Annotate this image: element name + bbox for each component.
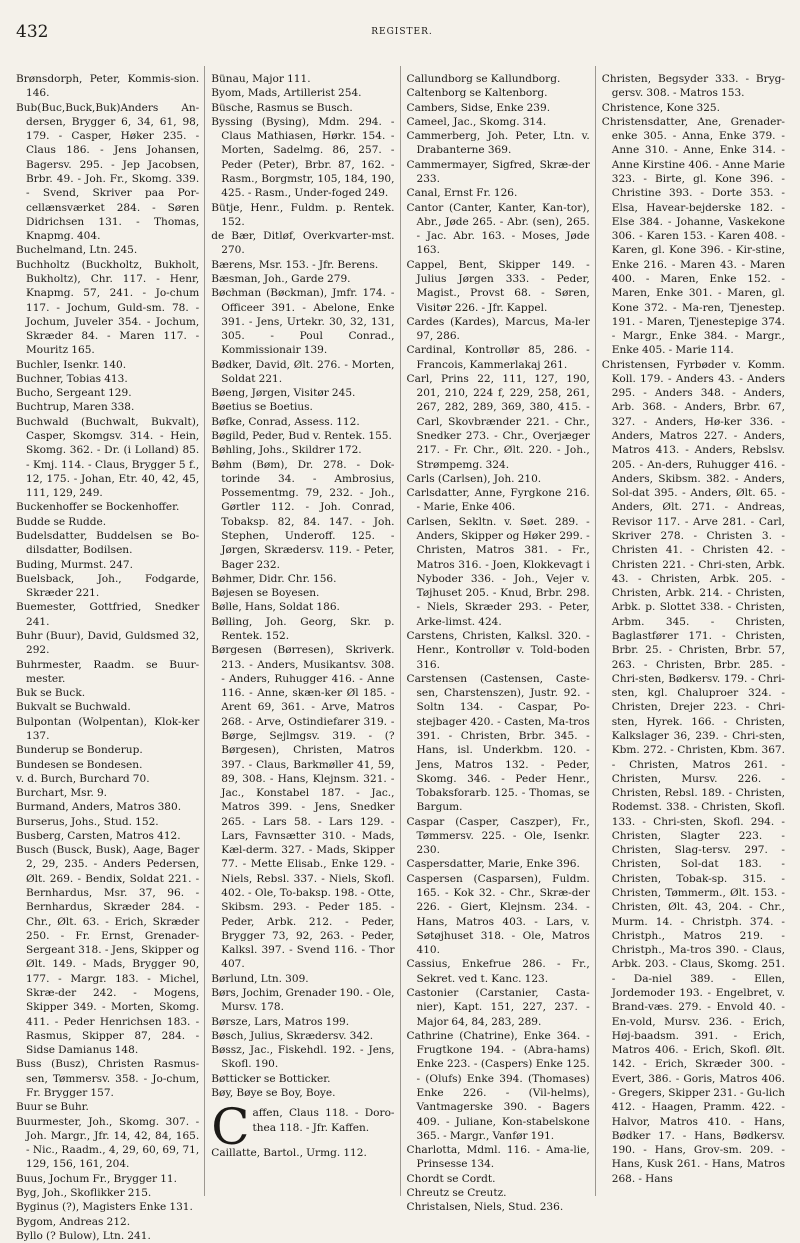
index-entry: Buchtrup, Maren 338.: [16, 401, 135, 414]
index-entry: Christensen, Fyrbøder v. Komm. Koll. 179. - Anders 43. - Anders 295. - Anders 348. - Anders, Arb. 368. - Anders, Brbr. 67, 327. - Anders, Hø-ker 336. - Anders, Matros 227. - Anders, Matros 413. - Anders, Rebslsv. 205. - An-ders, Ruhugger 416. - Anders, Skibsm. 382. - Anders, Sol-dat 395. - Anders, Ølt. 65. - Anders, Ølt. 271. - Andreas, Revisor 117. - Arve 281. - Carl, Skriver 278. - Christen 3. - Christen 41. - Christen 42. - Christen 221. - Chri-sten, Arbk. 43. - Christen, Arbk. 205. - Christen, Arbk. 214. - Christen, Arbk. p. Slottet 338. - Christen, Arbm. 345. - Christen, Baglastfører 171. - Christen, Brbr. 25. - Christen, Brbr. 57, 263. - Christen, Brbr. 285. - Chri-sten, Bødkersv. 179. - Chri-sten, kgl. Chaluproer 324. - Christen, Drejer 223. - Chri-sten, Hyrek. 166. - Christen, Kalkslager 36, 239. - Chri-sten, Kbm. 272. - Christen, Kbm. 367. - Christen, Matros 261. - Christen, Mursv. 226. - Christen, Rebsl. 189. - Christen, Rodemst. 338. - Christen, Skofl. 133. - Chri-sten, Skofl. 294. - Christen, Slagter 223. - Christen, Slag-tersv. 297. - Christen, Sol-dat 183. - Christen, Tobak-sp. 315. - Christen, Tømmerm., Ølt. 153. - Christen, Ølt. 43, 204. - Chr., Murm. 14. - Christph. 374. - Christph., Matros 219. - Christph., Ma-tros 390. - Claus, Arbk. 203. - Claus, Skomg. 251. - Da-niel 389. - Ellen, Jordemoder 193. - Engelbret, v. Brand-væs. 279. - Envold 40. - En-vold, Mursv. 236. - Erich, Høj-baadsm. 391. - Erich, Matros 406. - Erich, Skofl. Ølt. 142. - Erich, Skræder 300. - Evert, 386. - Goris, Matros 406. - Gregers, Skipper 231. - Gu-lich 412. - Haagen, Pramm. 422. - Halvor, Matros 410. - Hans, Bødker 17. - Hans, Bødkersv. 190. - Hans, Grov-sm. 209. - Hans, Kusk 261. - Hans, Matros 268. - Hans: [601, 358, 785, 1185]
index-entry: Budelsdatter, Buddelsen se Bo-dilsdatter, Bodilsen.: [16, 530, 200, 557]
index-entry: Bütje, Henr., Fuldm. p. Rentek. 152.: [211, 201, 395, 228]
index-entry: Cambers, Sidse, Enke 239.: [406, 101, 551, 114]
index-entry: Buelsback, Joh., Fodgarde, Skræder 221.: [16, 572, 200, 600]
index-entry: Bølling, Joh. Georg, Skr. p. Rentek. 152.: [211, 615, 395, 642]
dropcap-letter: C: [211, 1098, 250, 1157]
index-entry: Buk se Buck.: [16, 687, 86, 700]
index-entry: Bøetius se Boetius.: [211, 401, 313, 414]
index-entry: Caltenborg se Kaltenborg.: [406, 87, 548, 100]
index-entry: Buhrmester, Raadm. se Buur-mester.: [16, 658, 200, 685]
index-entry: Bøssz, Jac., Fiskehdl. 192. - Jens, Skofl. 190.: [211, 1044, 395, 1071]
index-entry: Cameel, Jac., Skomg. 314.: [406, 115, 547, 128]
index-entry: Charlotta, Mdml. 116. - Ama-lie, Prinsesse 134.: [406, 1144, 590, 1171]
index-entry: Cantor (Canter, Kanter, Kan-tor), Abr., Jøde 265. - Abr. (sen), 265. - Jac. Abr. 163. - Moses, Jøde 163.: [406, 201, 590, 257]
index-entry: Bygom, Andreas 212.: [16, 1215, 131, 1228]
index-entry: Bærens, Msr. 153. - Jfr. Berens.: [211, 258, 379, 271]
index-entry: Buchelmand, Ltn. 245.: [16, 244, 138, 257]
index-entry: Bünau, Major 111.: [211, 73, 311, 85]
index-entry: affen, Claus 118. - Doro-thea 118. - Jfr. Kaffen.: [252, 1107, 395, 1134]
index-entry: Carstensen (Castensen, Caste-sen, Charstenszen), Justr. 92. - Soltn 134. - Caspar, Po-stejbager 420. - Casten, Ma-tros 391. - Christen, Brbr. 345. - Hans, isl. Underkbm. 120. - Jens, Matros 132. - Peder, Skomg. 346. - Peder Henr., Tobaksforarb. 125. - Thomas, se Bargum.: [406, 672, 590, 814]
index-entry: Buchwald (Buchwalt, Bukvalt), Casper, Skomgsv. 314. - Hein, Skomg. 362. - Dr. (i Lolland) 85. - Kmj. 114. - Claus, Brygger 5 f., 12, 175. - Johan, Etr. 40, 42, 45, 111, 129, 249.: [16, 415, 200, 500]
index-entry: Bulpontan (Wolpentan), Klok-ker 137.: [16, 715, 200, 742]
index-entry: Burserus, Johs., Stud. 152.: [16, 815, 159, 828]
index-entry: Castonier (Carstanier, Casta-nier), Kapt. 151, 227, 237. - Major 64, 84, 283, 289.: [406, 987, 590, 1028]
index-entry: Byginus (?), Magisters Enke 131.: [16, 1201, 193, 1214]
index-entry: Christensdatter, Ane, Grenader-enke 305. - Anna, Enke 379. - Anne 310. - Anne, Enke 314. - Anne Kirstine 406. - Anne Marie 323. - Birte, gl. Kone 396. - Christine 393. - Dorte 353. - Elsa, Havear-bejderske 182. - Else 384. - Johanne, Vaskekone 306. - Karen 153. - Karen 408. - Karen, gl. Kone 396. - Kir-stine, Enke 216. - Maren 43. - Maren 400. - Maren, Enke 152. - Maren, Enke 301. - Maren, gl. Kone 372. - Ma-ren, Tjenestep. 191. - Maren, Tjenestepige 374. - Margr., Enke 384. - Margr., Enke 405. - Marie 114.: [601, 115, 785, 357]
index-entry: Byssing (Bysing), Mdm. 294. - Claus Mathiasen, Hørkr. 154. - Morten, Sadelmg. 86, 257. - Peder (Peter), Brbr. 87, 162. - Rasm., Borgmstr, 105, 184, 190, 425. - Rasm., Under-foged 249.: [211, 115, 395, 200]
index-entry: de Bær, Ditløf, Overkvarter-mst. 270.: [211, 230, 395, 257]
index-entry: Caspar (Casper, Caszper), Fr., Tømmersv. 225. - Ole, Isenkr. 230.: [406, 815, 590, 857]
index-entry: Bøgild, Peder, Bud v. Rentek. 155.: [211, 430, 392, 443]
index-entry: Carlsen, Sekltn. v. Søet. 289. - Anders, Skipper og Høker 299. - Christen, Matros 381. - Fr., Matros 316. - Joen, Klokkevagt i Nyboder 336. - Joh., Vejer v. Tøjhuset 205. - Knud, Brbr. 298. - Niels, Skræder 293. - Peter, Arke-limst. 424.: [406, 515, 590, 628]
index-entry: Callundborg se Kallundborg.: [406, 73, 561, 85]
index-entry: Bucho, Sergeant 129.: [16, 387, 132, 400]
index-entry: Byom, Mads, Artillerist 254.: [211, 87, 362, 100]
index-entry: Christen, Begsyder 333. - Bryg-gersv. 308. - Matros 153.: [601, 73, 785, 100]
index-entry: Bøjesen se Boyesen.: [211, 587, 320, 600]
index-entry: Buchner, Tobias 413.: [16, 372, 128, 385]
index-entry: Bub(Buc,Buck,Buk)Anders An-dersen, Brygger 6, 34, 61, 98, 179. - Casper, Høker 235. - Claus 186. - Jens Johansen, Bagersv. 295. - Jep Jacobsen, Brbr. 49. - Joh. Fr., Skomg. 339. - Svend, Skriver paa Por-cellænsværket 284. - Søren Didrichsen 131. - Thomas, Knapmg. 404.: [16, 101, 200, 243]
index-entry: Carlsdatter, Anne, Fyrgkone 216. - Marie, Enke 406.: [406, 487, 590, 514]
index-entry: Burmand, Anders, Matros 380.: [16, 801, 182, 814]
index-entry: Bøhmer, Didr. Chr. 156.: [211, 572, 337, 585]
index-entry: Bøsch, Julius, Skrædersv. 342.: [211, 1029, 374, 1042]
index-entry: Bæsman, Joh., Garde 279.: [211, 272, 351, 285]
index-entry: Caspersdatter, Marie, Enke 396.: [406, 858, 580, 871]
index-entry: Bøtticker se Botticker.: [211, 1072, 331, 1085]
index-entry: Busch (Busck, Busk), Aage, Bager 2, 29, 235. - Anders Pedersen, Ølt. 269. - Bendix, Soldat 221. - Bernhardus, Msr. 37, 96. - Bernhardus, Skræder 284. - Chr., Ølt. 63. - Erich, Skræder 250. - Fr. Ernst, Grenader-Sergeant 318. - Jens, Skipper og Ølt. 149. - Mads, Brygger 90, 177. - Margr. 183. - Michel, Skræ-der 242. - Mogens, Skipper 349. - Morten, Skomg. 411. - Peder Henrichsen 183. - Rasmus, Skipper 87, 284. - Sidse Damianus 148.: [16, 844, 200, 1057]
index-entry: Buur se Buhr.: [16, 1101, 89, 1114]
index-entry: Bøchman (Bøckman), Jmfr. 174. - Officeer 391. - Abelone, Enke 391. - Jens, Urtekr. 30, 32, 131, 305. - Poul Conrad., Kommissionair 139.: [211, 287, 395, 357]
index-entry: Christalsen, Niels, Stud. 236.: [406, 1201, 564, 1214]
index-entry: Bukvalt se Buchwald.: [16, 701, 131, 714]
index-entry: Byg, Joh., Skoflikker 215.: [16, 1186, 152, 1199]
index-entry: Chordt se Cordt.: [406, 1172, 496, 1185]
page-number: 432: [16, 22, 49, 42]
index-entry: Børs, Jochim, Grenader 190. - Ole, Mursv. 178.: [211, 987, 395, 1014]
index-entry: Bødker, David, Ølt. 276. - Morten, Soldat 221.: [211, 358, 395, 385]
index-entry: Buchholtz (Buckholtz, Bukholt, Bukholtz), Chr. 117. - Henr, Knapmg. 57, 241. - Jo-chum 117. - Jochum, Guld-sm. 78. - Jochum, Juveler 354. - Jochum, Skræder 84. - Maren 117. - Mouritz 165.: [16, 258, 200, 357]
index-column-4: [595, 66, 790, 1196]
index-entry: Christence, Kone 325.: [601, 101, 720, 114]
index-entry: Bøhling, Johs., Skildrer 172.: [211, 444, 362, 457]
index-entry: Carls (Carlsen), Joh. 210.: [406, 472, 542, 485]
index-entry: Buus, Jochum Fr., Brygger 11.: [16, 1172, 177, 1185]
index-column-1: [14, 66, 204, 1242]
index-entry: Cathrine (Chatrine), Enke 364. - Frugtkone 194. - (Abra-hams) Enke 223. - (Caspers) Enke 125. - (Olufs) Enke 394. (Thomases) Enke 226. - (Vil-helms), Vantmagerske 390. - Bagers 409. - Juliane, Kon-stabelskone 365. - Margr., Vanfør 191.: [406, 1029, 590, 1142]
index-entry: Buss (Busz), Christen Rasmus-sen, Tømmersv. 358. - Jo-chum, Fr. Brygger 157.: [16, 1058, 200, 1099]
index-entry: Budde se Rudde.: [16, 515, 107, 528]
index-columns: [14, 66, 790, 1242]
index-entry: Cammerberg, Joh. Peter, Ltn. v. Drabanterne 369.: [406, 130, 590, 157]
index-entry: Bøy, Bøye se Boy, Boye.: [211, 1086, 336, 1099]
index-entry: Cammermayer, Sigfred, Skræ-der 233.: [406, 158, 590, 185]
index-entry: Bøhm (Bøm), Dr. 278. - Dok-torinde 34. - Ambrosius, Possementmg. 79, 232. - Joh., Gørtler 112. - Joh. Conrad, Tobaksp. 82, 84. 147. - Joh. Stephen, Underoff. 125. - Jørgen, Skrædersv. 119. - Peter, Bager 232.: [211, 458, 395, 571]
index-entry: Børsze, Lars, Matros 199.: [211, 1015, 350, 1028]
running-head: REGISTER.: [371, 27, 433, 37]
index-entry: Caspersen (Casparsen), Fuldm. 165. - Kok 32. - Chr., Skræ-der 226. - Giert, Klejnsm. 234. - Hans, Matros 403. - Lars, v. Søtøjhuset 318. - Ole, Matros 410.: [406, 872, 590, 957]
index-entry: Byllo (? Bulow), Ltn. 241.: [16, 1229, 151, 1242]
section-c-start: [211, 1098, 395, 1160]
index-entry: Bundesen se Bondesen.: [16, 758, 143, 771]
index-entry: Caillatte, Bartol., Urmg. 112.: [211, 1147, 367, 1160]
index-entry: Cappel, Bent, Skipper 149. - Julius Jørgen 333. - Peder, Magist., Provst 68. - Søren, Visitør 226. - Jfr. Kappel.: [406, 258, 590, 314]
index-entry: Buding, Murmst. 247.: [16, 558, 133, 571]
index-entry: Carl, Prins 22, 111, 127, 190, 201, 210, 224 f, 229, 258, 261, 267, 282, 289, 369, 380, 415. - Carl, Skovbrænder 221. - Chr., Snedker 273. - Chr., Overjæger 217. - Fr. Chr., Ølt. 220. - Joh., Strømpemg. 324.: [406, 372, 590, 471]
index-entry: v. d. Burch, Burchard 70.: [16, 772, 150, 785]
index-entry: Bøfke, Conrad, Assess. 112.: [211, 415, 360, 428]
index-entry: Canal, Ernst Fr. 126.: [406, 187, 518, 200]
index-entry: Cassius, Enkefrue 286. - Fr., Sekret. ved t. Kanc. 123.: [406, 958, 590, 985]
index-entry: Cardinal, Kontrollør 85, 286. - Francois, Kammerlakaj 261.: [406, 344, 590, 371]
index-entry: Bøeng, Jørgen, Visitør 245.: [211, 387, 356, 400]
index-entry: Burchart, Msr. 9.: [16, 787, 108, 800]
index-entry: Bølle, Hans, Soldat 186.: [211, 601, 340, 614]
index-entry: Børlund, Ltn. 309.: [211, 972, 309, 985]
index-entry: Busberg, Carsten, Matros 412.: [16, 829, 181, 842]
index-column-2: [204, 66, 399, 1196]
index-entry: Buckenhoffer se Bockenhoffer.: [16, 501, 180, 514]
index-entry: Bunderup se Bonderup.: [16, 744, 143, 757]
index-entry: Carstens, Christen, Kalksl. 320. - Henr., Kontrollør v. Told-boden 316.: [406, 629, 590, 671]
index-entry: Buurmester, Joh., Skomg. 307. - Joh. Margr., Jfr. 14, 42, 84, 165. - Nic., Raadm., 4, 29, 60, 69, 71, 129, 156, 161, 204.: [16, 1115, 200, 1171]
index-column-3: [400, 66, 595, 1214]
index-entry: Buemester, Gottfried, Snedker 241.: [16, 601, 200, 628]
index-entry: Buhr (Buur), David, Guldsmed 32, 292.: [16, 629, 200, 657]
index-entry: Büsche, Rasmus se Busch.: [211, 101, 353, 114]
index-entry: Brønsdorph, Peter, Kommis-sion. 146.: [16, 73, 200, 100]
index-entry: Chreutz se Creutz.: [406, 1186, 507, 1199]
index-entry: Cardes (Kardes), Marcus, Ma-ler 97, 286.: [406, 315, 590, 343]
page-header: [16, 22, 788, 44]
index-entry: Buchler, Isenkr. 140.: [16, 358, 127, 371]
index-entry: Børgesen (Børresen), Skriverk. 213. - Anders, Musikantsv. 308. - Anders, Ruhugger 416. - Anne 116. - Anne, skæn-ker Øl 185. - Arent 69, 361. - Arve, Matros 268. - Arve, Ostindiefarer 319. - Børge, Sejlmgsv. 319. - (? Børgesen), Christen, Matros 397. - Claus, Barkmøller 41, 59, 89, 308. - Hans, Klejnsm. 321. - Jac., Konstabel 187. - Jac., Matros 399. - Jens, Snedker 265. - Lars 58. - Lars 129. - Lars, Favnsætter 310. - Mads, Kæl-derm. 327. - Mads, Skipper 77. - Mette Elisab., Enke 129. - Niels, Rebsl. 337. - Niels, Skofl. 402. - Ole, To-baksp. 198. - Otte, Skibsm. 293. - Peder 185. - Peder, Arbk. 212. - Peder, Brygger 73, 92, 263. - Peder, Kalksl. 397. - Svend 116. - Thor 407.: [211, 644, 395, 971]
